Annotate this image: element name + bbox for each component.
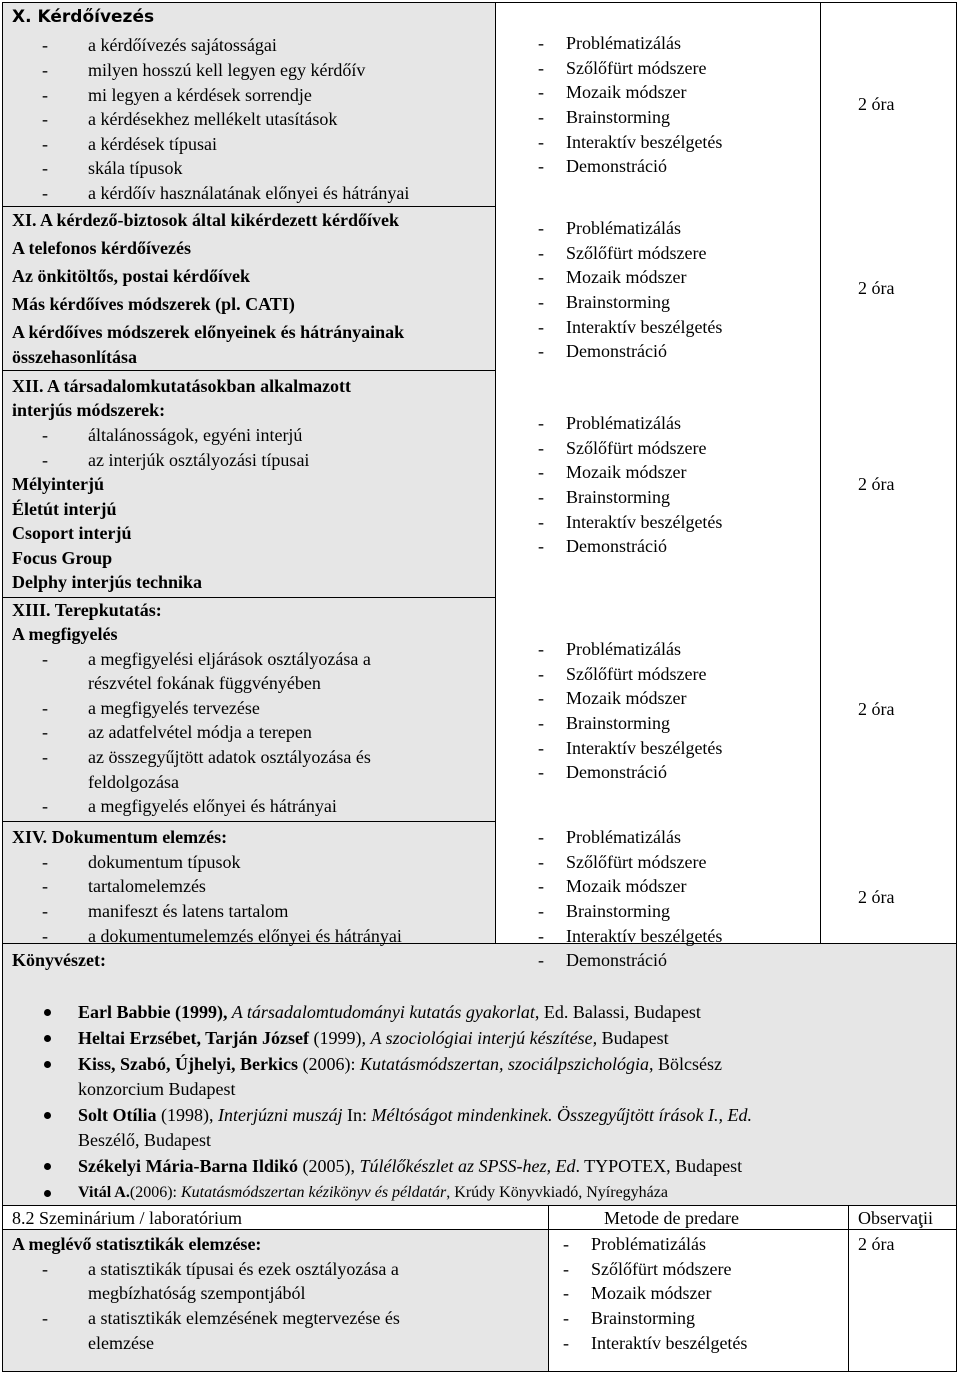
method-item: - Demonstráció <box>538 341 667 361</box>
bullet-icon <box>44 1163 51 1170</box>
list-item: - a statisztikák elemzésének megtervezése és <box>42 1308 400 1328</box>
list-item: - a kérdőívezés sajátosságai <box>42 35 277 55</box>
method-item: - Szőlőfürt módszere <box>538 243 707 263</box>
list-item-cont: feldolgozása <box>88 772 179 792</box>
method-item: - Szőlőfürt módszere <box>538 58 707 78</box>
section-11-line: Más kérdőíves módszerek (pl. CATI) <box>12 294 295 314</box>
method-item: - Interaktív beszélgetés <box>538 132 723 152</box>
method-item: - Mozaik módszer <box>563 1283 712 1303</box>
method-item: - Problématizálás <box>563 1234 706 1254</box>
method-item: - Brainstorming <box>538 901 670 921</box>
notes-column-header: Observaţii <box>858 1208 933 1228</box>
list-item: - általánosságok, egyéni interjú <box>42 425 303 445</box>
method-item: - Brainstorming <box>538 713 670 733</box>
bibliography-entry: Heltai Erzsébet, Tarján József (1999), A szociológiai interjú készítése, Budapest <box>78 1028 669 1048</box>
method-item: - Demonstráció <box>538 156 667 176</box>
method-item: - Problématizálás <box>538 413 681 433</box>
method-item: - Brainstorming <box>538 292 670 312</box>
bullet-icon <box>44 1009 51 1016</box>
method-item: - Mozaik módszer <box>538 462 687 482</box>
section-11-line: összehasonlítása <box>12 347 138 367</box>
list-item-cont: elemzése <box>88 1333 154 1353</box>
method-item: - Demonstráció <box>538 762 667 782</box>
seminar-topic-title: A meglévő statisztikák elemzése: <box>12 1234 262 1254</box>
subheading: Életút interjú <box>12 499 117 519</box>
bibliography-entry: Kiss, Szabó, Újhelyi, Berkics (2006): Kutatásmódszertan, szociálpszichológia, Bölcsész <box>78 1054 723 1074</box>
subheading: Csoport interjú <box>12 523 132 543</box>
section-11-line: A telefonos kérdőívezés <box>12 238 191 258</box>
list-item: - a megfigyelés tervezése <box>42 698 260 718</box>
section-14-title: XIV. Dokumentum elemzés: <box>12 827 228 847</box>
method-item: - Problématizálás <box>538 639 681 659</box>
section-11-line: Az önkitöltős, postai kérdőívek <box>12 266 251 286</box>
bibliography-entry-cont: Beszélő, Budapest <box>78 1130 211 1150</box>
subheading: A megfigyelés <box>12 624 118 644</box>
methods-column-header: Metode de predare <box>604 1208 739 1228</box>
list-item: - milyen hosszú kell legyen egy kérdőív <box>42 60 366 80</box>
list-item: - dokumentum típusok <box>42 852 241 872</box>
bibliography-entry: Székelyi Mária-Barna Ildikó (2005), Túlélőkészlet az SPSS-hez, Ed. TYPOTEX, Budapest <box>78 1156 743 1176</box>
method-item: - Mozaik módszer <box>538 876 687 896</box>
list-item: - tartalomelemzés <box>42 876 206 896</box>
section-12-title: XII. A társadalomkutatásokban alkalmazott <box>12 376 352 396</box>
hours-label: 2 óra <box>858 94 895 114</box>
method-item: - Brainstorming <box>538 487 670 507</box>
list-item: - a dokumentumelemzés előnyei és hátrányai <box>42 926 402 946</box>
method-item: - Szőlőfürt módszere <box>538 438 707 458</box>
method-item: - Interaktív beszélgetés <box>538 926 723 946</box>
section-13-title: XIII. Terepkutatás: <box>12 600 162 620</box>
list-item-cont: részvétel fokának függvényében <box>88 673 321 693</box>
list-item: - manifeszt és latens tartalom <box>42 901 289 921</box>
list-item: - az összegyűjtött adatok osztályozása és <box>42 747 371 767</box>
list-item: - a kérdésekhez mellékelt utasítások <box>42 109 338 129</box>
bullet-icon <box>44 1061 51 1068</box>
method-item: - Problématizálás <box>538 827 681 847</box>
bullet-icon <box>44 1112 51 1119</box>
hours-label: 2 óra <box>858 474 895 494</box>
method-item: - Brainstorming <box>563 1308 695 1328</box>
hours-label: 2 óra <box>858 278 895 298</box>
list-item: - a kérdőív használatának előnyei és hátrányai <box>42 183 410 203</box>
section-11-line: A kérdőíves módszerek előnyeinek és hátrányainak <box>12 322 405 342</box>
bibliography-entry-cont: konzorcium Budapest <box>78 1079 236 1099</box>
bibliography-title: Könyvészet: <box>12 950 106 970</box>
method-item: - Interaktív beszélgetés <box>538 738 723 758</box>
bullet-icon <box>44 1190 51 1197</box>
list-item: - a megfigyelés előnyei és hátrányai <box>42 796 337 816</box>
section-11-title: XI. A kérdező-biztosok által kikérdezett kérdőívek <box>12 210 399 230</box>
section-12-title-cont: interjús módszerek: <box>12 400 166 420</box>
subheading: Focus Group <box>12 548 113 568</box>
hours-label: 2 óra <box>858 1234 895 1254</box>
bibliography-entry: Solt Otília (1998), Interjúzni muszáj In: Méltóságot mindenkinek. Összegyűjtött írások I., Ed. <box>78 1105 752 1125</box>
list-item: - mi legyen a kérdések sorrendje <box>42 85 312 105</box>
method-item: - Mozaik módszer <box>538 267 687 287</box>
method-item: - Szőlőfürt módszere <box>538 852 707 872</box>
list-item-cont: megbízhatóság szempontjából <box>88 1283 306 1303</box>
method-item: - Interaktív beszélgetés <box>538 317 723 337</box>
method-item: - Brainstorming <box>538 107 670 127</box>
method-item: - Mozaik módszer <box>538 688 687 708</box>
method-item: - Demonstráció <box>538 536 667 556</box>
hours-label: 2 óra <box>858 699 895 719</box>
seminar-header: 8.2 Szeminárium / laboratórium <box>12 1208 242 1228</box>
list-item: - a kérdések típusai <box>42 134 217 154</box>
method-item: - Interaktív beszélgetés <box>563 1333 748 1353</box>
subheading: Mélyinterjú <box>12 474 104 494</box>
list-item: - az interjúk osztályozási típusai <box>42 450 310 470</box>
subheading: Delphy interjús technika <box>12 572 203 592</box>
list-item: - a megfigyelési eljárások osztályozása a <box>42 649 371 669</box>
bullet-icon <box>44 1035 51 1042</box>
method-item: - Problématizálás <box>538 218 681 238</box>
hours-label: 2 óra <box>858 887 895 907</box>
method-item: - Problématizálás <box>538 33 681 53</box>
method-item: - Interaktív beszélgetés <box>538 512 723 532</box>
method-item: - Szőlőfürt módszere <box>538 664 707 684</box>
method-item: - Demonstráció <box>538 950 667 970</box>
list-item: - skála típusok <box>42 158 183 178</box>
list-item: - az adatfelvétel módja a terepen <box>42 722 312 742</box>
method-item: - Mozaik módszer <box>538 82 687 102</box>
bibliography-entry: Vitál A.(2006): Kutatásmódszertan kézikönyv és példatár, Krúdy Könyvkiadó, Nyíregyháza <box>78 1184 668 1201</box>
method-item: - Szőlőfürt módszere <box>563 1259 732 1279</box>
bibliography-entry: Earl Babbie (1999), A társadalomtudományi kutatás gyakorlat, Ed. Balassi, Budapest <box>78 1002 701 1022</box>
section-10-title: X. Kérdőívezés <box>12 7 155 27</box>
list-item: - a statisztikák típusai és ezek osztályozása a <box>42 1259 399 1279</box>
